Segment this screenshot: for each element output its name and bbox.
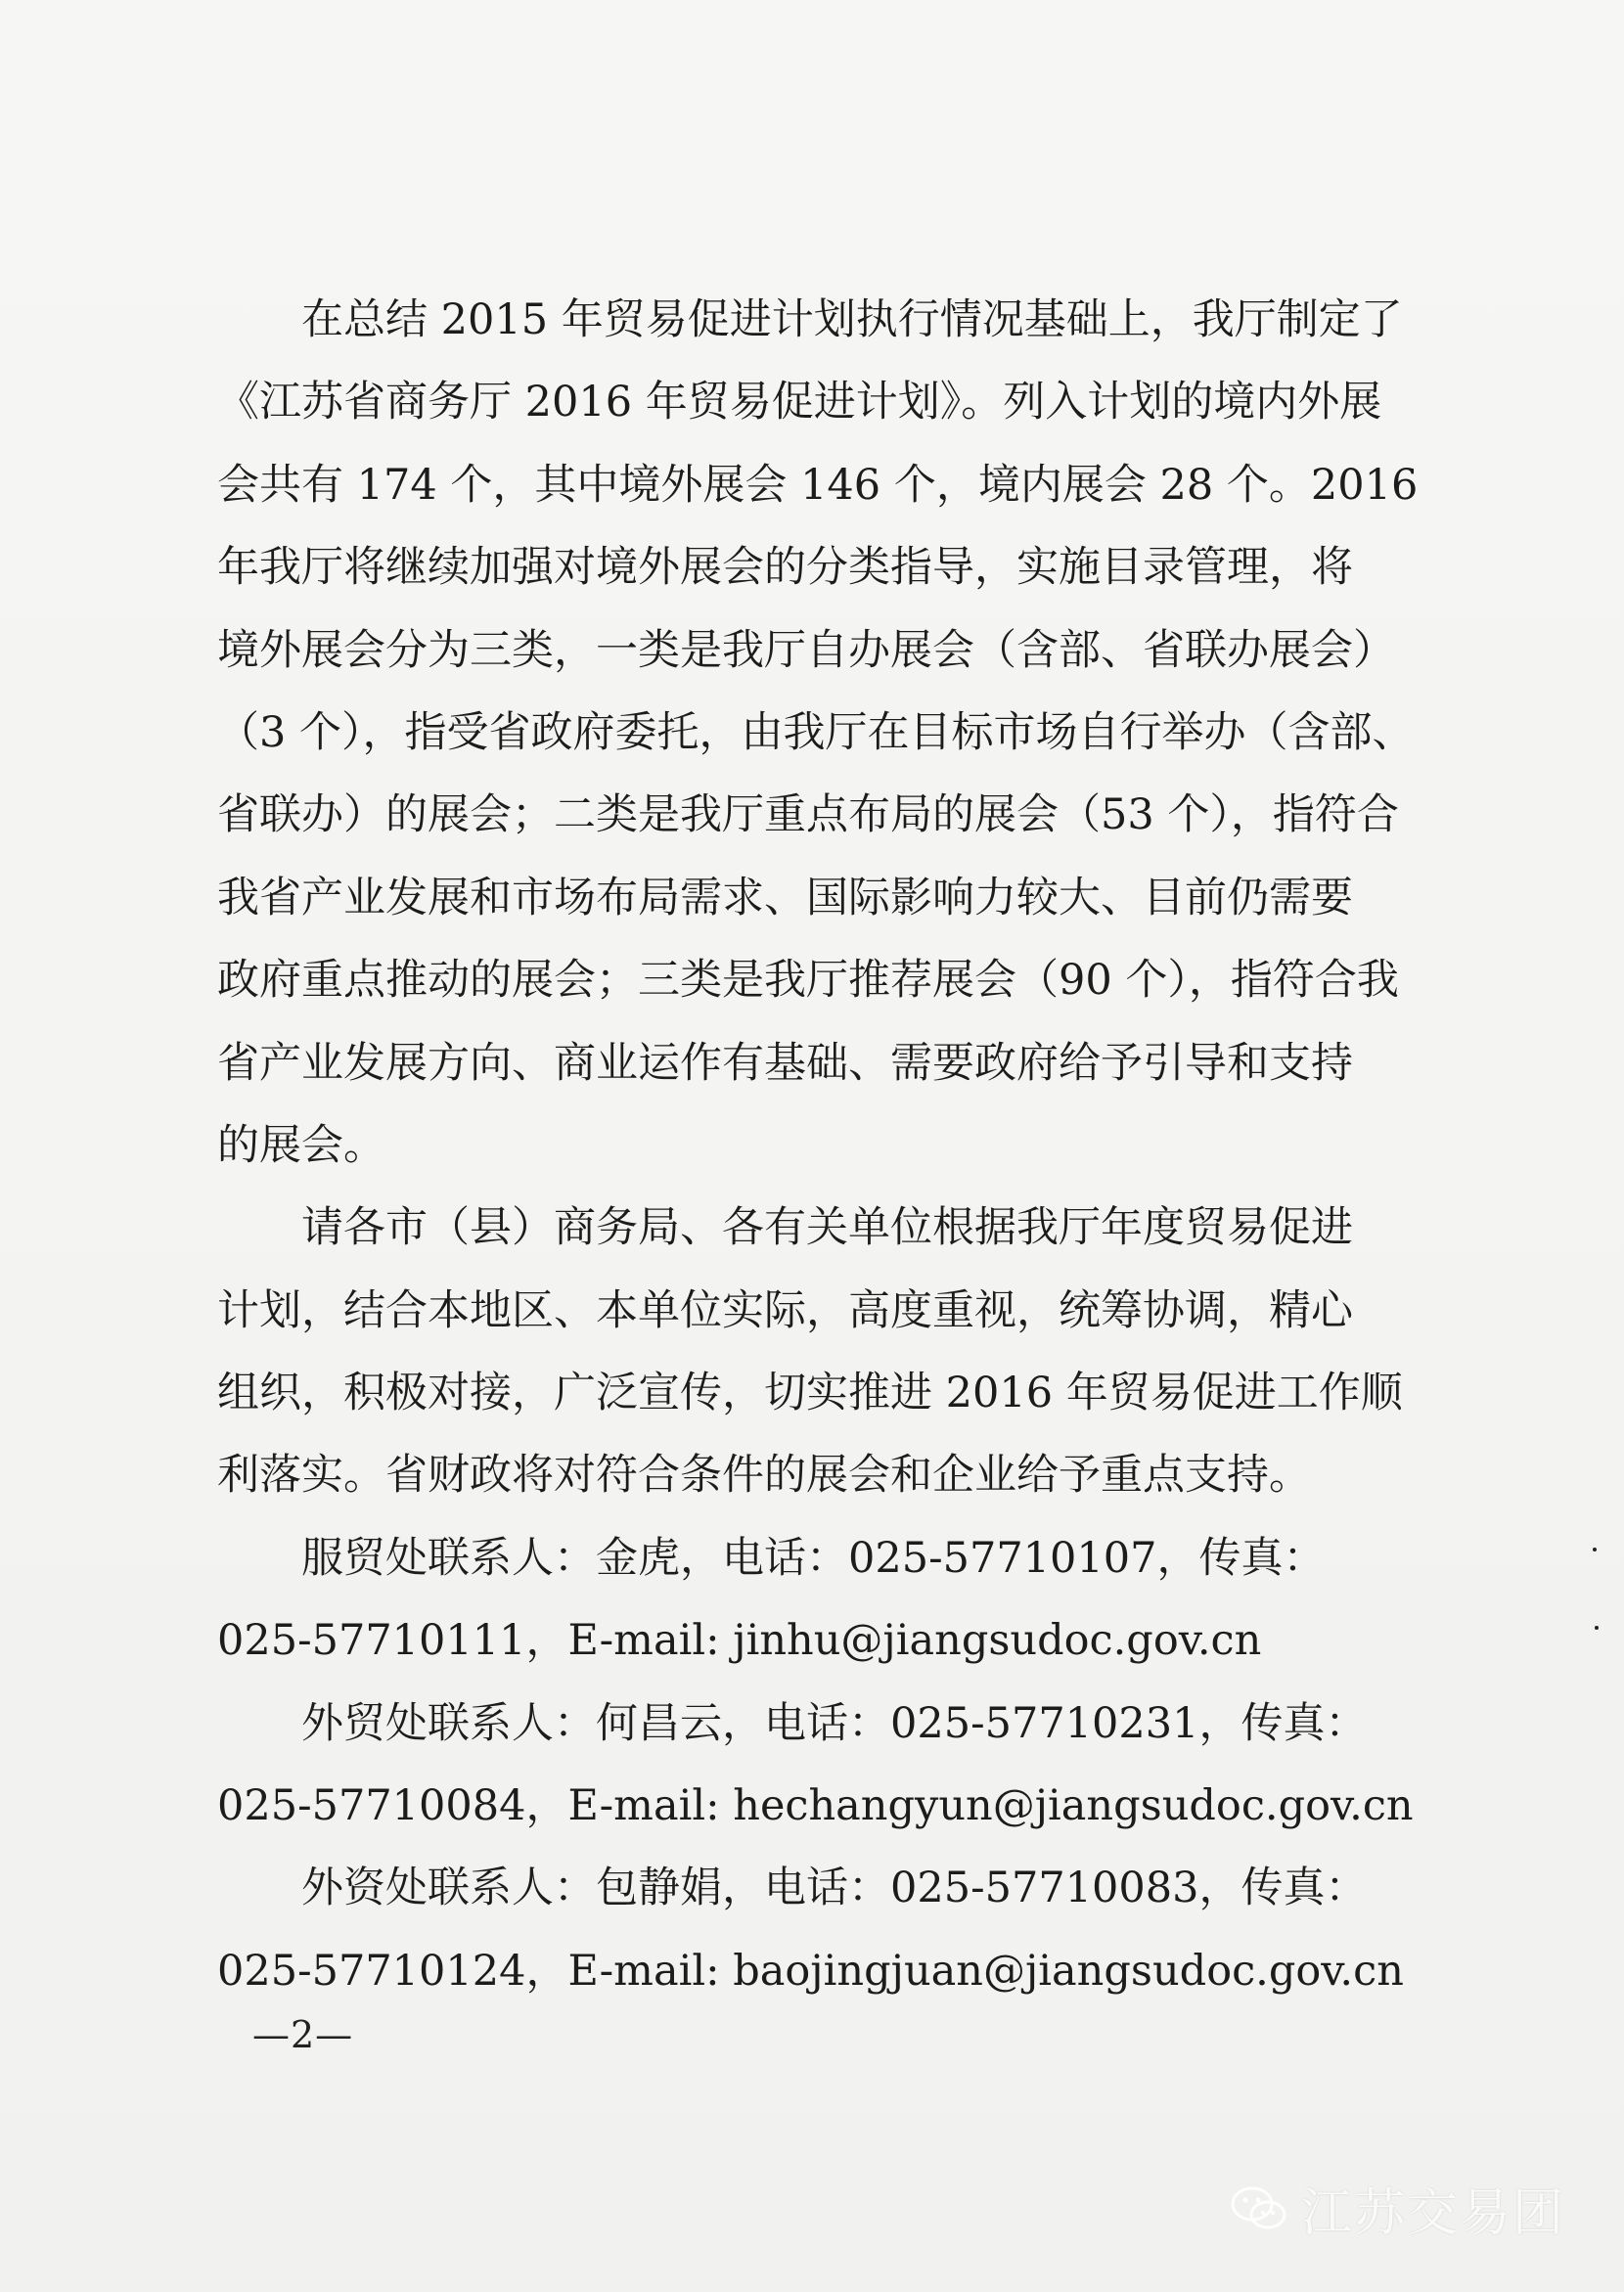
- contact-line: 025-57710111，E-mail: jinhu@jiangsudoc.gov.cn: [217, 1616, 1262, 1666]
- paragraph-line: 计划，结合本地区、本单位实际，高度重视，统筹协调，精心: [217, 1285, 1353, 1335]
- paragraph-line: 省产业发展方向、商业运作有基础、需要政府给予引导和支持: [217, 1038, 1353, 1088]
- wechat-icon: [1231, 2186, 1287, 2231]
- page-number: —2—: [252, 2013, 354, 2056]
- paragraph-line: 我省产业发展和市场布局需求、国际影响力较大、目前仍需要: [217, 873, 1353, 922]
- paragraph-line: 会共有 174 个，其中境外展会 146 个，境内展会 28 个。2016: [217, 460, 1419, 510]
- scan-speck: [1595, 1626, 1599, 1630]
- paragraph-line: 组织，积极对接，广泛宣传，切实推进 2016 年贸易促进工作顺: [217, 1369, 1403, 1418]
- contact-line: 外贸处联系人：何昌云，电话：025-57710231，传真：: [301, 1698, 1368, 1748]
- paragraph-line: 年我厅将继续加强对境外展会的分类指导，实施目录管理，将: [217, 543, 1353, 593]
- contact-services-trade: [217, 1517, 1391, 1683]
- paragraph-line: 在总结 2015 年贸易促进计划执行情况基础上，我厅制定了: [301, 295, 1403, 344]
- paragraph-2: [217, 1187, 1403, 1517]
- contact-foreign-investment: [217, 1847, 1404, 2012]
- paragraph-1: [217, 279, 1419, 1187]
- paragraph-line: 请各市（县）商务局、各有关单位根据我厅年度贸易促进: [301, 1203, 1353, 1253]
- contact-line: 025-57710084，E-mail: hechangyun@jiangsudoc.gov.cn: [217, 1781, 1414, 1831]
- paragraph-line: 利落实。省财政将对符合条件的展会和企业给予重点支持。: [217, 1451, 1311, 1501]
- paragraph-line: 的展会。: [217, 1120, 385, 1170]
- contact-line: 025-57710124，E-mail: baojingjuan@jiangsudoc.gov.cn: [217, 1946, 1404, 1996]
- contact-line: 服贸处联系人：金虎，电话：025-57710107，传真：: [301, 1533, 1326, 1583]
- paragraph-line: 政府重点推动的展会；三类是我厅推荐展会（90 个），指符合我: [217, 956, 1399, 1006]
- scan-speck: [1593, 1548, 1597, 1551]
- paragraph-line: 省联办）的展会；二类是我厅重点布局的展会（53 个），指符合: [217, 790, 1399, 840]
- contact-foreign-trade: [217, 1683, 1414, 1848]
- paragraph-line: 境外展会分为三类，一类是我厅自办展会（含部、省联办展会）: [217, 625, 1395, 675]
- document-body: [217, 279, 1419, 2012]
- paragraph-line: （3 个），指受省政府委托，由我厅在目标市场自行举办（含部、: [217, 707, 1415, 757]
- paragraph-line: 《江苏省商务厅 2016 年贸易促进计划》。列入计划的境内外展: [217, 378, 1382, 427]
- wechat-watermark: [1231, 2172, 1565, 2245]
- contact-line: 外资处联系人：包静娟，电话：025-57710083，传真：: [301, 1864, 1368, 1913]
- wechat-account-name: 江苏交易团: [1301, 2184, 1566, 2243]
